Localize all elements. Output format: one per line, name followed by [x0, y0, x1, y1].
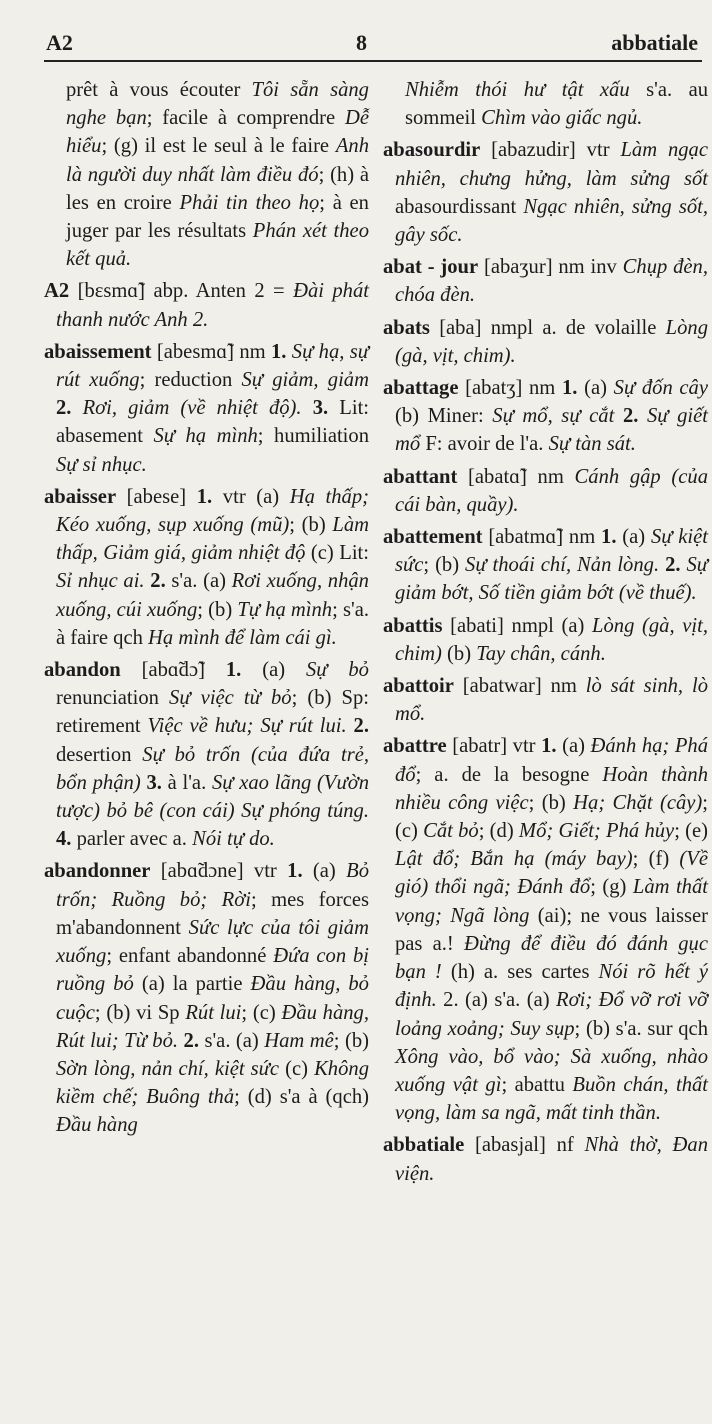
entry-bold-text: abattis [383, 614, 443, 637]
entry-text: [aba] nmpl a. de volaille [429, 316, 666, 339]
entry-text: ; a. de la besogne [415, 763, 603, 786]
dictionary-entry [44, 76, 369, 273]
entry-translation: Hoàn thành nhiều công việc [395, 763, 708, 814]
entry-bold-text: abbatiale [383, 1134, 465, 1157]
entry-translation: Anh là người duy nhất làm điều đó [66, 135, 369, 186]
entry-translation: lò sát sinh, lò mổ. [395, 675, 708, 726]
entry-bold-text: 4. [56, 828, 72, 851]
entry-translation: Sự hạ mình [153, 425, 258, 448]
entry-text [638, 405, 647, 427]
entry-translation: Sự đốn cây [613, 377, 708, 400]
header-right-guideword: abbatiale [611, 30, 698, 55]
entry-translation: Nói tự do. [192, 828, 275, 851]
entry-bold-text: abattement [383, 526, 483, 549]
entry-translation: Sức lực của tôi giảm xuống [56, 916, 369, 968]
entry-text: (a) [577, 377, 614, 400]
entry-translation: Không kiềm chế; Buông thả [56, 1057, 369, 1109]
dictionary-entry [44, 277, 369, 333]
header-left-guideword: A2 [46, 30, 73, 55]
entry-bold-text: abasourdir [383, 139, 481, 162]
entry-translation: Tay chân, cánh. [476, 642, 606, 665]
dictionary-entry [44, 656, 369, 853]
entry-translation: Sự thoái chí, Nản lòng. [465, 554, 660, 577]
entry-text: ; (g) [590, 876, 633, 899]
entry-translation: Đứa con bị ruồng bỏ [56, 945, 369, 996]
entry-translation: Sự giết mổ [395, 405, 709, 456]
entry-text: renunciation [56, 687, 170, 710]
entry-translation: Việc về hưu; Sự rút lui. [147, 715, 347, 738]
entry-text: ; (g) il est le seul à le faire [101, 135, 336, 158]
dictionary-entry [383, 523, 708, 608]
entry-translation: Sự kiệt sức [395, 526, 708, 577]
entry-translation: Sự giảm, giảm [241, 369, 369, 392]
entry-text: ; s'a. à faire qch [56, 598, 369, 649]
entry-bold-text: 1. [287, 860, 303, 883]
entry-text: ; (b) s'a. sur qch [574, 1017, 708, 1040]
entry-bold-text: 2. [665, 554, 681, 577]
entry-text: ; (b) vi Sp [94, 1001, 186, 1024]
entry-text: desertion [56, 743, 143, 766]
entry-translation: Ham mê [264, 1029, 334, 1052]
entry-translation: Sự giảm bớt, Số tiền giảm bớt (về thuế). [395, 554, 708, 605]
entry-translation: Tự hạ mình [237, 598, 333, 621]
entry-translation: Đánh hạ; Phá đổ [395, 735, 709, 786]
entry-translation: Xông vào, bổ vào; Sà xuống, nhào xuống vật gì [395, 1045, 708, 1096]
entry-translation: Sự xao lãng (Vườn tược) bỏ bê (con cái) Sự phóng túng. [56, 771, 370, 823]
entry-translation: Bỏ trốn; Ruồng bỏ; Rời [56, 860, 370, 911]
entry-text: ; (c) [241, 1001, 282, 1024]
entry-text: ; mes forces m'abandonnent [56, 888, 369, 939]
entry-bold-text: 2. [622, 405, 639, 428]
page-header [44, 26, 702, 62]
dictionary-entry [383, 732, 708, 1127]
entry-translation: Rơi; Đổ vỡ rơi vỡ loảng xoảng; Suy sụp [395, 989, 709, 1040]
entry-text [347, 715, 354, 737]
entry-translation: Hạ mình để làm cái gì. [148, 626, 337, 649]
entry-text: ; (b) [333, 1029, 370, 1052]
entry-text: (a) [616, 526, 651, 549]
entry-translation: Nhiễm thói hư tật xấu [405, 79, 630, 101]
entry-text [71, 397, 82, 419]
page-number: 8 [356, 30, 367, 55]
entry-text: (ai); ne vous laisser pas a.! [395, 904, 708, 955]
entry-text: (a) [556, 735, 591, 758]
entry-text: (h) a. ses cartes [441, 961, 599, 984]
dictionary-entry [44, 483, 369, 652]
entry-text: ; à en juger par les résultats [66, 191, 369, 243]
entry-translation: Sự hạ, sự rút xuống [56, 340, 369, 392]
entry-text: F: avoir de l'a. [420, 433, 549, 456]
entry-text: ; (b) Sp: retirement [56, 687, 370, 738]
entry-bold-text: abattage [383, 377, 459, 400]
entry-text: ; (d) s'a à (qch) [234, 1086, 369, 1109]
entry-translation: Đầu hàng [56, 1114, 138, 1137]
entry-text: (c) [279, 1057, 315, 1080]
entry-translation: Làm thất vọng; Ngã lòng [395, 876, 708, 927]
dictionary-entry [383, 253, 708, 309]
entry-bold-text: abandonner [44, 860, 151, 883]
entry-translation: Dễ hiểu [66, 107, 369, 158]
entry-text: (c) Lit: [305, 542, 369, 565]
entry-text: (a) [241, 659, 306, 682]
entry-translation: Làm ngạc nhiên, chưng hửng, làm sửng sốt [395, 139, 708, 190]
right-column [383, 76, 708, 1192]
entry-translation: Chụp đèn, chóa đèn. [395, 256, 708, 307]
entry-translation: Sự mổ, sự cắt [492, 405, 615, 428]
entry-text: ; (f) [632, 848, 680, 871]
entry-text: [abesmɑ̃] nm [151, 340, 271, 363]
entry-translation: Hạ; Chặt (cây) [573, 791, 703, 814]
entry-bold-text: 2. [183, 1029, 199, 1052]
entry-bold-text: abattre [383, 735, 447, 758]
entry-bold-text: 1. [270, 340, 287, 363]
entry-translation: Nhà thờ, Đan viện. [395, 1134, 708, 1185]
entry-text: (a) [302, 860, 347, 883]
entry-text: [bɛsmɑ̃] abp. Anten 2 = [69, 280, 294, 303]
entry-translation: (Về gió) thổi ngã; Đánh đổ [395, 848, 708, 899]
entry-text: ; (b) [289, 514, 333, 537]
entry-translation: Sự tàn sát. [548, 433, 636, 456]
entry-translation: Phải tin theo họ [179, 191, 320, 214]
dictionary-entry [383, 612, 708, 668]
dictionary-entry [383, 136, 708, 249]
entry-translation: Làm thấp, Giảm giá, giảm nhiệt độ [56, 514, 369, 565]
entry-text: ; reduction [139, 369, 242, 392]
entry-text: [abatr] vtr [446, 735, 542, 758]
entry-translation: Đầu hàng, bỏ cuộc [56, 973, 369, 1024]
entry-bold-text: 2. [150, 570, 166, 593]
entry-text: [abatwar] nm [453, 675, 586, 698]
entry-translation: Rút lui [185, 1001, 242, 1024]
entry-bold-text: abattoir [383, 675, 454, 698]
entry-text: 2. (a) s'a. (a) [436, 989, 557, 1012]
entry-text: (a) la partie [133, 973, 251, 996]
entry-bold-text: 1. [541, 735, 557, 758]
entry-bold-text: 2. [56, 397, 72, 420]
entry-bold-text: 1. [225, 659, 242, 682]
entry-text: [abaʒur] nm inv [478, 256, 623, 279]
entry-text: Lit: abasement [56, 397, 370, 448]
entry-text: ; (b) [423, 554, 466, 577]
entry-translation: Lật đổ; Bắn hạ (máy bay) [395, 848, 633, 871]
entry-translation: Mổ; Giết; Phá hủy [518, 820, 675, 843]
entry-translation: Hạ thấp; Kéo xuống, sụp xuống (mũ) [56, 485, 369, 537]
entry-text: (b) Miner: [395, 405, 493, 428]
entry-translation: Tôi sẵn sàng nghe bạn [66, 79, 369, 130]
entry-text: prêt à vous écouter [66, 79, 252, 101]
entry-text: à l'a. [161, 771, 212, 794]
entry-bold-text: abats [383, 316, 430, 339]
entry-translation: Sự bỏ trốn (của đứa trẻ, bổn phận) [56, 743, 370, 794]
entry-text: [abasjal] nf [464, 1134, 585, 1157]
entry-text: [abatmɑ̃] nm [482, 526, 602, 549]
entry-bold-text: A2 [44, 280, 70, 303]
text-columns [44, 76, 708, 1192]
entry-translation: Chìm vào giấc ngủ. [481, 107, 643, 130]
entry-text: (b) [441, 642, 477, 665]
entry-translation: Rơi, giảm (về nhiệt độ). [82, 397, 302, 420]
entry-text: [abɑ̃dɔ̃] [120, 659, 226, 682]
entry-translation: Sự việc từ bỏ [169, 687, 292, 710]
entry-translation: Cánh gập (của cái bàn, quầy). [395, 465, 709, 516]
entry-text: ; (b) [528, 791, 574, 814]
entry-bold-text: abat - jour [383, 256, 479, 279]
entry-bold-text: 1. [562, 377, 578, 400]
entry-translation: Sự bỏ [305, 659, 369, 682]
entry-text: ; (e) [674, 820, 709, 843]
entry-text: ; enfant abandonné [106, 945, 274, 968]
entry-bold-text: abattant [383, 465, 458, 488]
dictionary-entry [383, 374, 708, 459]
entry-text: ; facile à comprendre [146, 107, 345, 130]
entry-translation: Ngạc nhiên, sửng sốt, gây sốc. [395, 195, 708, 247]
entry-text [614, 405, 623, 427]
entry-text: s'a. (a) [198, 1029, 265, 1052]
entry-translation: Nói rõ hết ý định. [395, 961, 708, 1012]
entry-translation: Lòng (gà, vịt, chim) [395, 614, 708, 665]
dictionary-entry [383, 672, 708, 728]
entry-text: ; (h) à les en croire [66, 163, 370, 214]
entry-text: [abɑ̃dɔne] vtr [150, 860, 288, 883]
entry-translation: Lòng (gà, vịt, chim). [395, 316, 708, 367]
entry-text: s'a. au sommeil [405, 79, 709, 130]
entry-translation: Đài phát thanh nước Anh 2. [56, 280, 369, 331]
entry-translation: Đừng để điều đó đánh gục bạn ! [395, 932, 708, 984]
dictionary-entry [44, 338, 369, 479]
dictionary-entry [383, 463, 708, 519]
entry-bold-text: 1. [196, 485, 213, 508]
entry-bold-text: abaissement [44, 340, 152, 363]
entry-translation: Rơi xuống, nhận xuống, cúi xuống [56, 570, 369, 621]
left-column [44, 76, 369, 1192]
entry-text: vtr (a) [212, 485, 290, 508]
entry-bold-text: 3. [312, 397, 329, 420]
entry-bold-text: abandon [44, 659, 121, 682]
entry-text: ; humiliation [257, 425, 369, 448]
entry-bold-text: 1. [601, 526, 617, 549]
entry-text [302, 397, 313, 419]
entry-translation: Đầu hàng, Rút lui; Từ bỏ. [56, 1001, 369, 1052]
entry-text: [abatɑ̃] nm [457, 465, 575, 488]
entry-text: [abese] [116, 485, 197, 508]
entry-text: [abatʒ] nm [458, 377, 562, 400]
entry-text: parler avec a. [71, 828, 193, 851]
dictionary-entry [383, 76, 708, 132]
dictionary-entry [383, 1131, 708, 1187]
entry-text: [abati] nmpl (a) [442, 614, 593, 637]
entry-translation: Sự sỉ nhục. [56, 453, 147, 476]
entry-text: s'a. (a) [165, 570, 232, 593]
entry-bold-text: 3. [146, 771, 162, 794]
entry-bold-text: 2. [353, 715, 369, 738]
entry-text: ; abattu [501, 1073, 573, 1096]
entry-translation: Phán xét theo kết quả. [66, 220, 369, 271]
entry-text: ; (c) [395, 791, 709, 843]
dictionary-entry [44, 857, 369, 1139]
entry-translation: Buồn chán, thất vọng, làm sa ngã, mất tinh thần. [395, 1073, 709, 1125]
entry-text: abasourdissant [395, 195, 524, 218]
entry-translation: Sỉ nhục ai. [56, 570, 145, 593]
entry-text: ; (b) [197, 598, 238, 621]
entry-text: [abazudir] vtr [480, 139, 621, 162]
entry-translation: Sờn lòng, nản chí, kiệt sức [56, 1057, 280, 1080]
entry-bold-text: abaisser [44, 485, 117, 508]
entry-text: ; (d) [478, 820, 519, 843]
entry-translation: Cắt bỏ [423, 820, 479, 843]
dictionary-entry [383, 314, 708, 370]
